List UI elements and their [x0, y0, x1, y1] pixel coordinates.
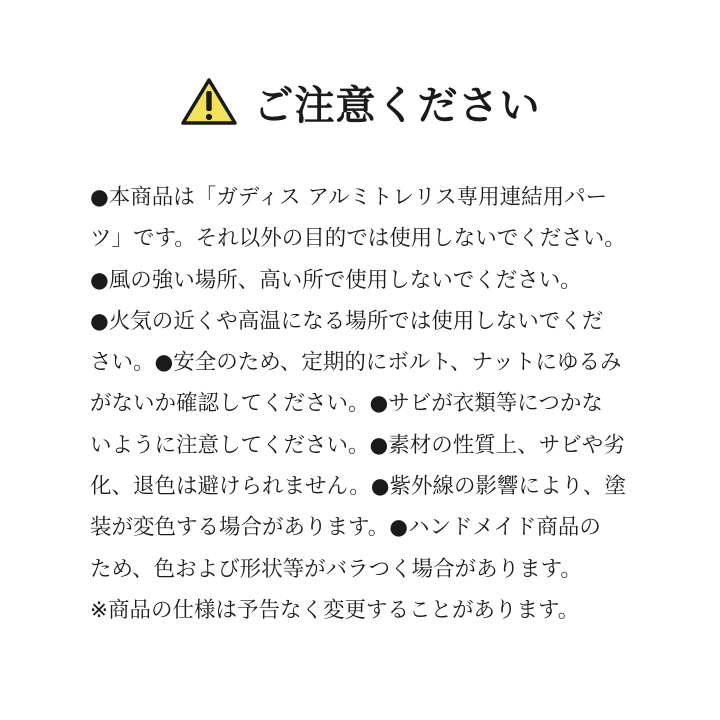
notice-body: [90, 177, 650, 631]
warning-triangle-icon: [180, 77, 238, 127]
notice-line: ●火気の近くや高温になる場所では使用しないでくだ: [90, 308, 604, 334]
notice-header: [0, 70, 720, 134]
notice-line: ツ」です。それ以外の目的では使用しないでください。: [90, 226, 626, 252]
page-title: ご注意ください: [253, 82, 541, 129]
notice-line: 装が変色する場合があります。●ハンドメイド商品の: [90, 515, 601, 541]
notice-line: ●本商品は「ガディス アルミトレリス専用連結用パー: [90, 185, 608, 210]
notice-line: ●風の強い場所、高い所で使用しないでください。: [90, 267, 582, 293]
notice-line: さい。●安全のため、定期的にボルト、ナットにゆるみ: [90, 350, 622, 376]
notice-line: ため、色および形状等がバラつく場合があります。: [90, 556, 582, 582]
notice-line: いように注意してください。●素材の性質上、サビや劣: [90, 432, 625, 458]
notice-line: がないか確認してください。●サビが衣類等につかな: [90, 391, 603, 417]
notice-line: 化、退色は避けられません。●紫外線の影響により、塗: [90, 474, 627, 500]
notice-line: ※商品の仕様は予告なく変更することがあります。: [90, 597, 580, 623]
